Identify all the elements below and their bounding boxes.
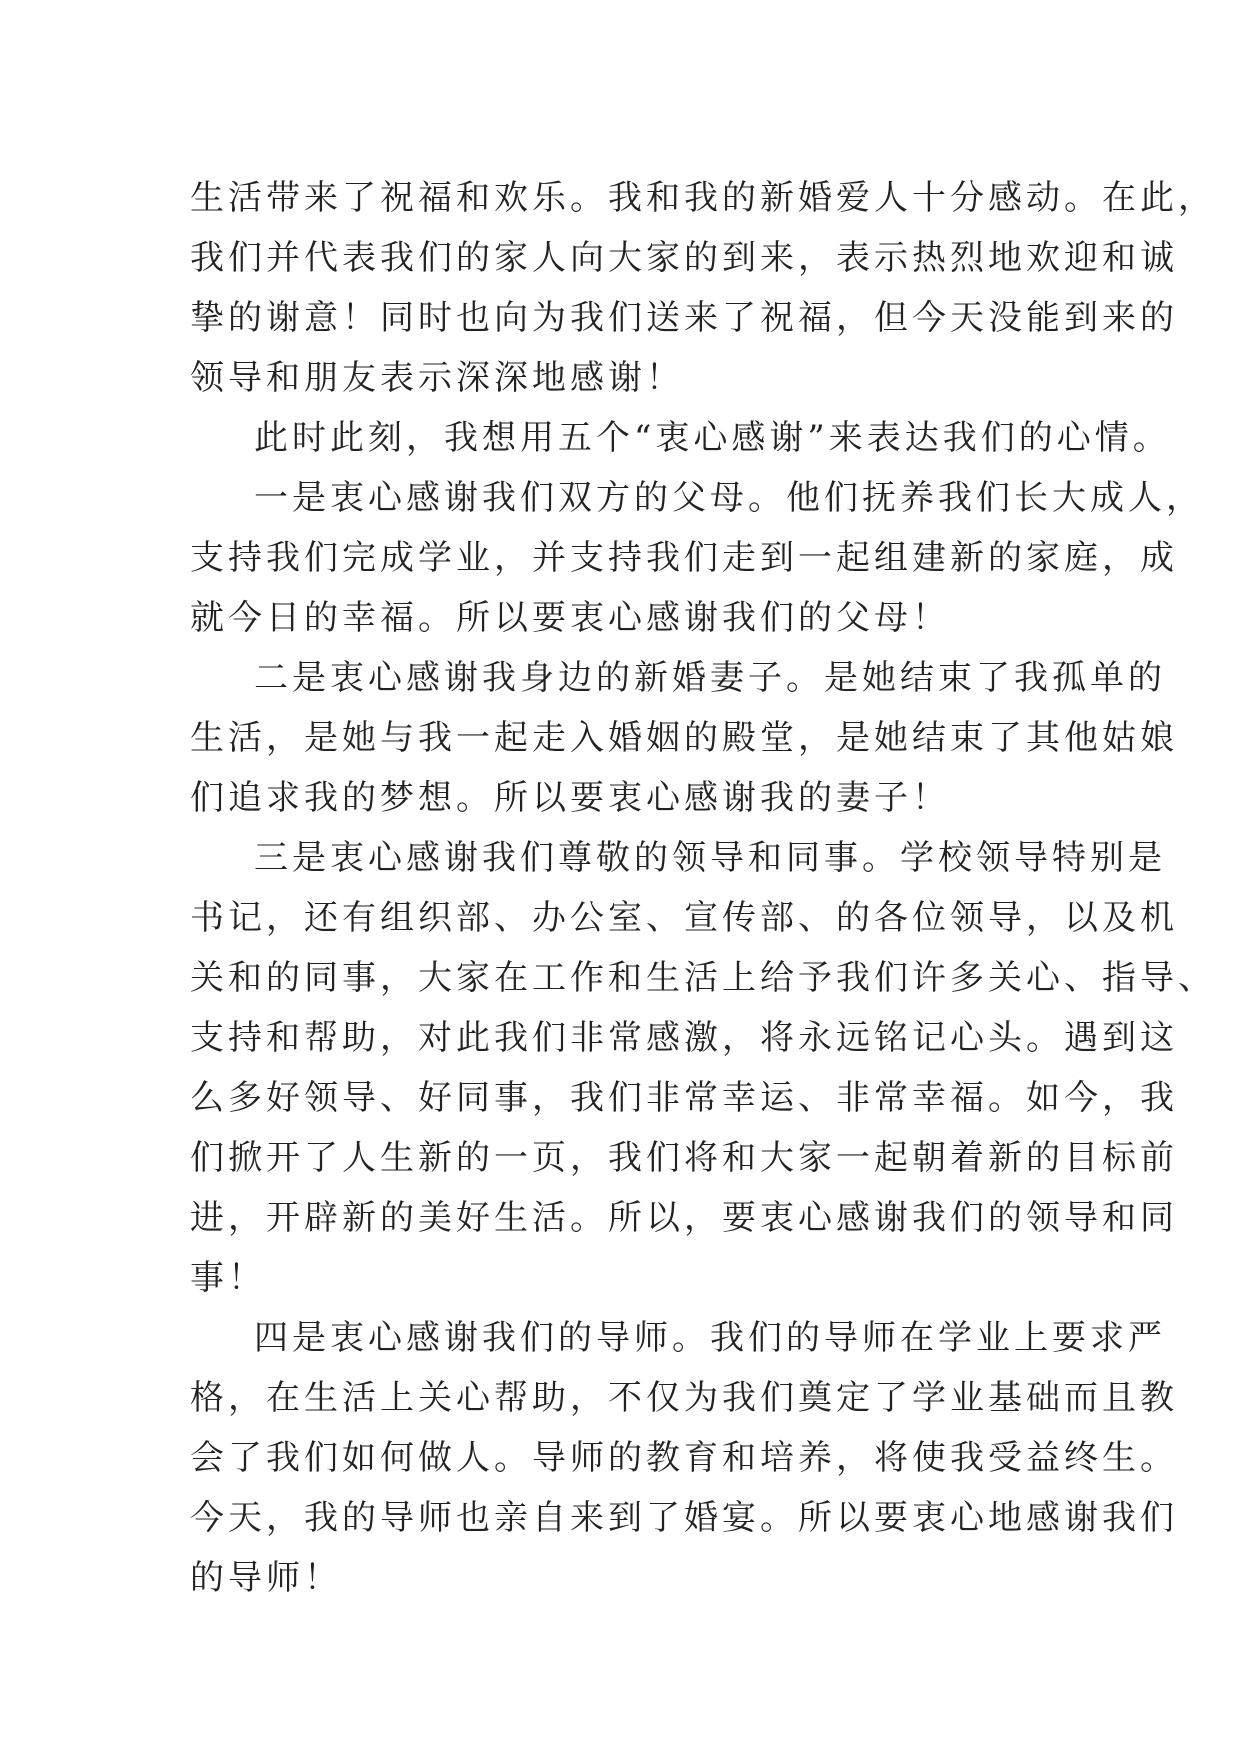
paragraph-first-line: 一是衷心感谢我们双方的父母。他们抚养我们长大成人， [254,478,1204,518]
text-line: 生活带来了祝福和欢乐。我和我的新婚爱人十分感动。在此， [190,178,1216,218]
text-line: 就今日的幸福。所以要衷心感谢我们的父母！ [190,598,950,638]
paragraph-first-line: 三是衷心感谢我们尊敬的领导和同事。学校领导特别是 [254,838,1166,878]
text-line: 领导和朋友表示深深地感谢！ [190,358,684,398]
text-line: 会了我们如何做人。导师的教育和培养，将使我受益终生。 [190,1438,1178,1478]
text-line: 生活，是她与我一起走入婚姻的殿堂，是她结束了其他姑娘 [190,718,1178,758]
text-line: 书记，还有组织部、办公室、宣传部、的各位领导，以及机 [190,898,1178,938]
paragraph-first-line: 四是衷心感谢我们的导师。我们的导师在学业上要求严 [254,1318,1166,1358]
text-line: 关和的同事，大家在工作和生活上给予我们许多关心、指导、 [190,958,1216,998]
text-line: 我们并代表我们的家人向大家的到来，表示热烈地欢迎和诚 [190,238,1178,278]
text-line: 们掀开了人生新的一页，我们将和大家一起朝着新的目标前 [190,1138,1178,1178]
text-line: 格，在生活上关心帮助，不仅为我们奠定了学业基础而且教 [190,1378,1178,1418]
text-line: 支持我们完成学业，并支持我们走到一起组建新的家庭，成 [190,538,1178,578]
text-line: 么多好领导、好同事，我们非常幸运、非常幸福。如今，我 [190,1078,1178,1118]
text-line: 挚的谢意！同时也向为我们送来了祝福，但今天没能到来的 [190,298,1178,338]
text-line: 的导师！ [190,1558,342,1598]
text-line: 事！ [190,1258,266,1298]
text-line: 进，开辟新的美好生活。所以，要衷心感谢我们的领导和同 [190,1198,1178,1238]
document-body [190,168,1216,1608]
text-line: 今天，我的导师也亲自来到了婚宴。所以要衷心地感谢我们 [190,1498,1178,1538]
text-line: 支持和帮助，对此我们非常感激，将永远铭记心头。遇到这 [190,1018,1178,1058]
paragraph-first-line: 二是衷心感谢我身边的新婚妻子。是她结束了我孤单的 [254,658,1166,698]
paragraph-first-line: 此时此刻，我想用五个“衷心感谢”来表达我们的心情。 [254,418,1171,458]
text-line: 们追求我的梦想。所以要衷心感谢我的妻子！ [190,778,950,818]
